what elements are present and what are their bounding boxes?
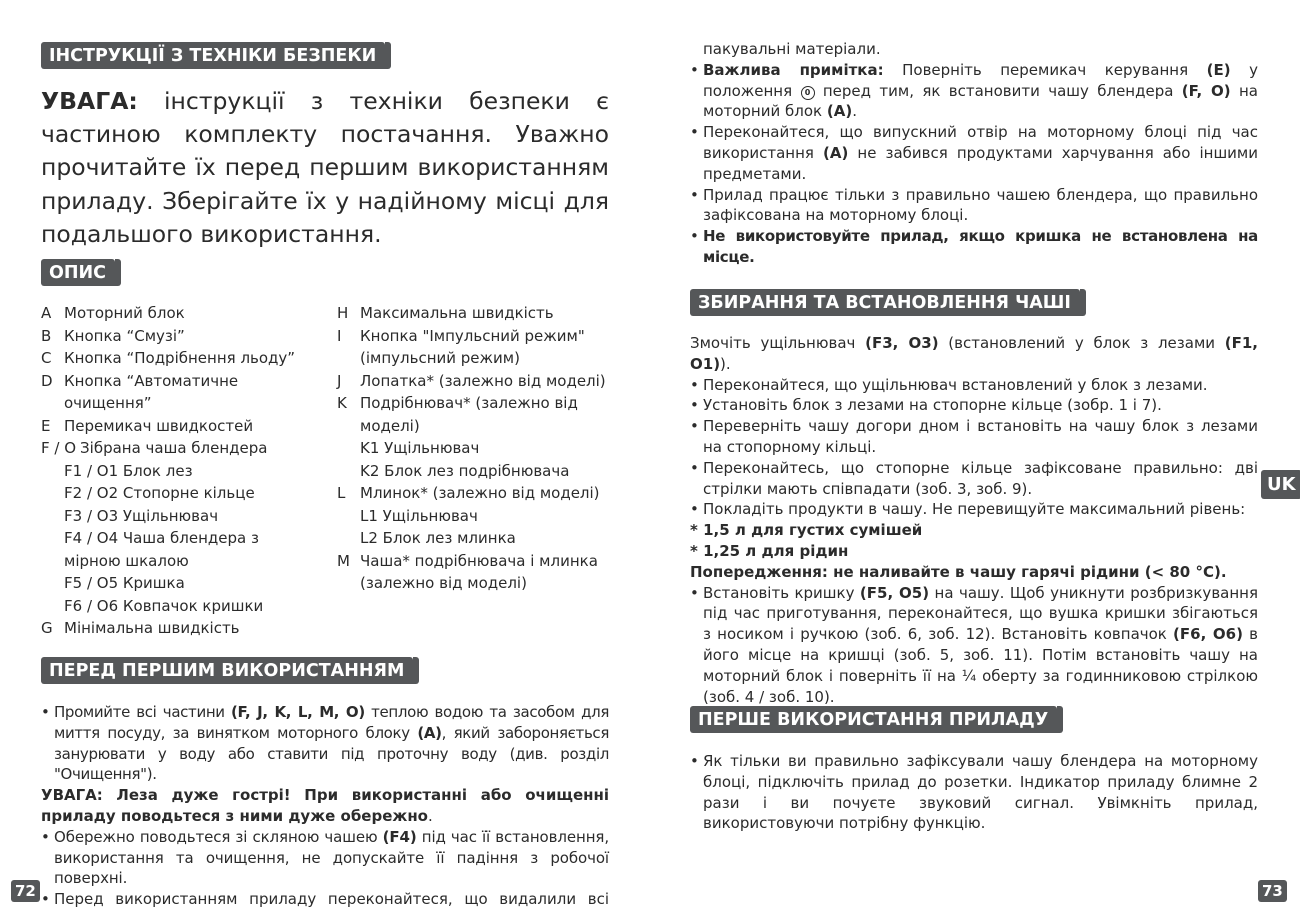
description-item (337, 325, 612, 348)
item-text: F4 / O4 Чаша блендера з (64, 529, 259, 547)
item-letter (337, 505, 360, 528)
item-text: F2 / O2 Стопорне кільце (64, 484, 255, 502)
item-text: Кнопка “Автоматичне (64, 371, 239, 390)
item-letter: J (337, 371, 342, 390)
item-letter: L (337, 484, 346, 502)
item-letter (337, 527, 360, 550)
description-item (41, 595, 321, 618)
hot-liquid-warning: Попередження: не наливайте в чашу гарячі рідини (< 80 °C). (690, 562, 1227, 581)
power-off-icon: 0 (801, 86, 815, 100)
description-item (337, 572, 612, 595)
description-item (41, 617, 321, 640)
description-item (337, 437, 612, 460)
list-item: • Обережно поводьтеся зі скляною чашею (F4) під час її встановлення, використання та очищення, не допускайте її падіння з робочої поверхні. (41, 827, 609, 889)
list-item: • Перед використанням приладу переконайтеся, що видалили всі (41, 889, 609, 910)
list-item: • Не використовуйте прилад, якщо кришка не встановлена на місце. (690, 226, 1258, 268)
item-text: Кнопка "Імпульсний режим" (360, 326, 585, 345)
item-letter (41, 572, 64, 595)
description-list-2 (337, 302, 612, 595)
description-item (337, 482, 612, 505)
description-item (337, 392, 612, 415)
description-item (337, 460, 612, 483)
before-first-use-body (41, 702, 609, 910)
item-text: моделі) (360, 416, 420, 435)
max-level-thick: * 1,5 л для густих сумішей (690, 521, 923, 540)
item-letter: A (41, 304, 52, 322)
description-section-title: ОПИС (41, 259, 115, 286)
item-text: F1 / O1 Блок лез (64, 461, 193, 480)
description-item (337, 370, 612, 393)
item-letter: E (41, 416, 51, 435)
assembly-body (690, 333, 1258, 707)
description-item (337, 505, 612, 528)
description-item (41, 302, 321, 325)
item-text: Чаша* подрібнювача і млинка (360, 551, 598, 570)
item-text: Перемикач швидкостей (64, 416, 254, 435)
description-item (41, 392, 321, 415)
item-text: K1 Ущільнювач (360, 439, 480, 457)
list-item: • Важлива примітка: Поверніть перемикач керування (E) у положення 0 перед тим, як встановити чашу блендера (F, O) на моторний блок (A). (690, 60, 1258, 122)
description-item (337, 527, 612, 550)
first-use-section-title: ПЕРШЕ ВИКОРИСТАННЯ ПРИЛАДУ (690, 706, 1057, 733)
item-letter (337, 460, 360, 483)
item-letter: H (337, 304, 349, 322)
list-item: • Прилад працює тільки з правильно чашею блендера, що правильно зафіксована на моторному блоці. (690, 185, 1258, 227)
description-item (41, 527, 321, 550)
item-text: (залежно від моделі) (360, 574, 527, 592)
description-item (41, 482, 321, 505)
list-item: • Як тільки ви правильно зафіксували чашу блендера на моторному блоці, підключіть прилад до розетки. Індикатор приладу блимне 2 рази і ви почуєте звуковий сигнал. Увімкніть прилад, використовуючи потрібну функцію. (690, 751, 1258, 834)
item-letter: K (337, 394, 347, 412)
item-letter (41, 595, 64, 618)
page-number-left: 72 (11, 880, 40, 902)
description-item (337, 415, 612, 438)
item-letter (41, 482, 64, 505)
item-text: L1 Ущільнювач (360, 506, 478, 525)
list-item: • Переконайтеся, що випускний отвір на моторному блоці під час використання (A) не забився продуктами харчування або іншими предметами. (690, 122, 1258, 184)
list-item: • Переверніть чашу догори дном і встановіть на чашу блок з лезами на стопорному кільці. (690, 416, 1258, 458)
list-item: • Переконайтесь, що стопорне кільце зафіксоване правильно: дві стрілки мають співпадати (зоб. 3, зоб. 9). (690, 458, 1258, 500)
item-text: мірною шкалою (64, 551, 189, 570)
item-letter (337, 347, 360, 370)
description-item (337, 347, 612, 370)
item-text: Млинок* (залежно від моделі) (360, 484, 600, 502)
item-text: F5 / O5 Кришка (64, 574, 185, 592)
item-letter (41, 505, 64, 528)
language-tab: UK (1261, 470, 1300, 499)
description-item (41, 437, 321, 460)
item-letter (41, 460, 64, 483)
description-item (41, 370, 321, 393)
item-text: Кнопка “Смузі” (64, 326, 185, 345)
item-text: Подрібнювач* (залежно від (360, 394, 578, 412)
page-number-right: 73 (1258, 880, 1287, 902)
caution-text: УВАГА: Леза дуже гострі! При використанні або очищенні приладу поводьтеся з ними дуже обережно. (41, 786, 609, 825)
item-text: Зібрана чаша блендера (80, 439, 268, 457)
item-letter: I (337, 326, 342, 345)
assembly-intro: Змочіть ущільнювач (F3, O3) (встановлений у блок з лезами (F1, O1)). (690, 334, 1258, 373)
item-letter (41, 527, 64, 550)
item-text: (імпульсний режим) (360, 349, 520, 367)
item-letter: B (41, 326, 52, 345)
list-item: • Промийте всі частини (F, J, K, L, M, O) теплою водою та засобом для миття посуду, за винятком моторного блоку (A), який забороняється занурювати у воду або ставити під проточну воду (див. розділ "Очищення"). (41, 702, 609, 785)
item-text: K2 Блок лез подрібнювача (360, 461, 570, 480)
description-item (41, 415, 321, 438)
list-item: • Покладіть продукти в чашу. Не перевищуйте максимальний рівень: (690, 499, 1258, 520)
item-text: Максимальна швидкість (360, 304, 554, 322)
item-text: очищення” (64, 394, 152, 412)
description-item (41, 347, 321, 370)
assembly-section-title: ЗБИРАННЯ ТА ВСТАНОВЛЕННЯ ЧАШІ (690, 289, 1080, 316)
before-first-use-title: ПЕРЕД ПЕРШИМ ВИКОРИСТАННЯМ (41, 657, 413, 684)
description-item (337, 550, 612, 573)
list-item: • Установіть блок з лезами на стопорне кільце (зобр. 1 і 7). (690, 395, 1258, 416)
item-letter: C (41, 349, 52, 367)
item-text: Мінімальна швидкість (64, 619, 240, 637)
precautions-continued: пакувальні матеріали. • Важлива примітка: Поверніть перемикач керування (E) у положення 0 перед тим, як встановити чашу блендера (F, O) на моторний блок (A). • Переконайтеся, що випускний отвір на моторному блоці під час використання (A) не забився продуктами харчування або іншими предметами. • Прилад працює тільки з правильно чашею блендера, що правильно зафіксована на моторному блоці. • Не використовуйте прилад, якщо кришка не встановлена на місце. (690, 39, 1258, 268)
item-text: Моторний блок (64, 304, 185, 322)
description-item (41, 460, 321, 483)
description-item (41, 505, 321, 528)
item-text: F6 / O6 Ковпачок кришки (64, 596, 264, 615)
item-text: L2 Блок лез млинка (360, 529, 516, 547)
item-letter (337, 572, 360, 595)
item-letter: M (337, 551, 350, 570)
list-item: • Встановіть кришку (F5, O5) на чашу. Щоб уникнути розбризкування під час приготування, переконайтеся, що вушка кришки збігаються з носиком і ручкою (зоб. 6, зоб. 12). Встановіть ковпачок (F6, O6) в його місце на кришці (зоб. 5, зоб. 11). Потім встановіть чашу на моторний блок і поверніть її на ¼ оберту за годинниковою стрілкою (зоб. 4 / зоб. 10). (690, 583, 1258, 708)
item-letter (337, 437, 360, 460)
item-text: Кнопка “Подрібнення льоду” (64, 349, 296, 367)
description-list-1 (41, 302, 321, 640)
max-level-liquid: * 1,25 л для рідин (690, 541, 849, 560)
item-letter (337, 415, 360, 438)
first-use-body (690, 751, 1258, 834)
item-letter: F / O (41, 439, 77, 457)
list-item: • Переконайтеся, що ущільнювач встановлений у блок з лезами. (690, 375, 1258, 396)
safety-section-title: ІНСТРУКЦІЇ З ТЕХНІКИ БЕЗПЕКИ (41, 42, 385, 69)
item-text: F3 / O3 Ущільнювач (64, 506, 219, 525)
description-item (41, 572, 321, 595)
item-text: Лопатка* (залежно від моделі) (360, 371, 606, 390)
description-item (41, 550, 321, 573)
item-letter (41, 550, 64, 573)
item-letter: D (41, 371, 53, 390)
item-letter (41, 392, 64, 415)
description-item (337, 302, 612, 325)
description-item (41, 325, 321, 348)
item-letter: G (41, 619, 53, 637)
safety-warning: УВАГА: інструкції з техніки безпеки є частиною комплекту постачання. Уважно прочитайте їх перед першим використанням приладу. Зберігайте їх у надійному місці для подальшого використання. (41, 87, 609, 248)
